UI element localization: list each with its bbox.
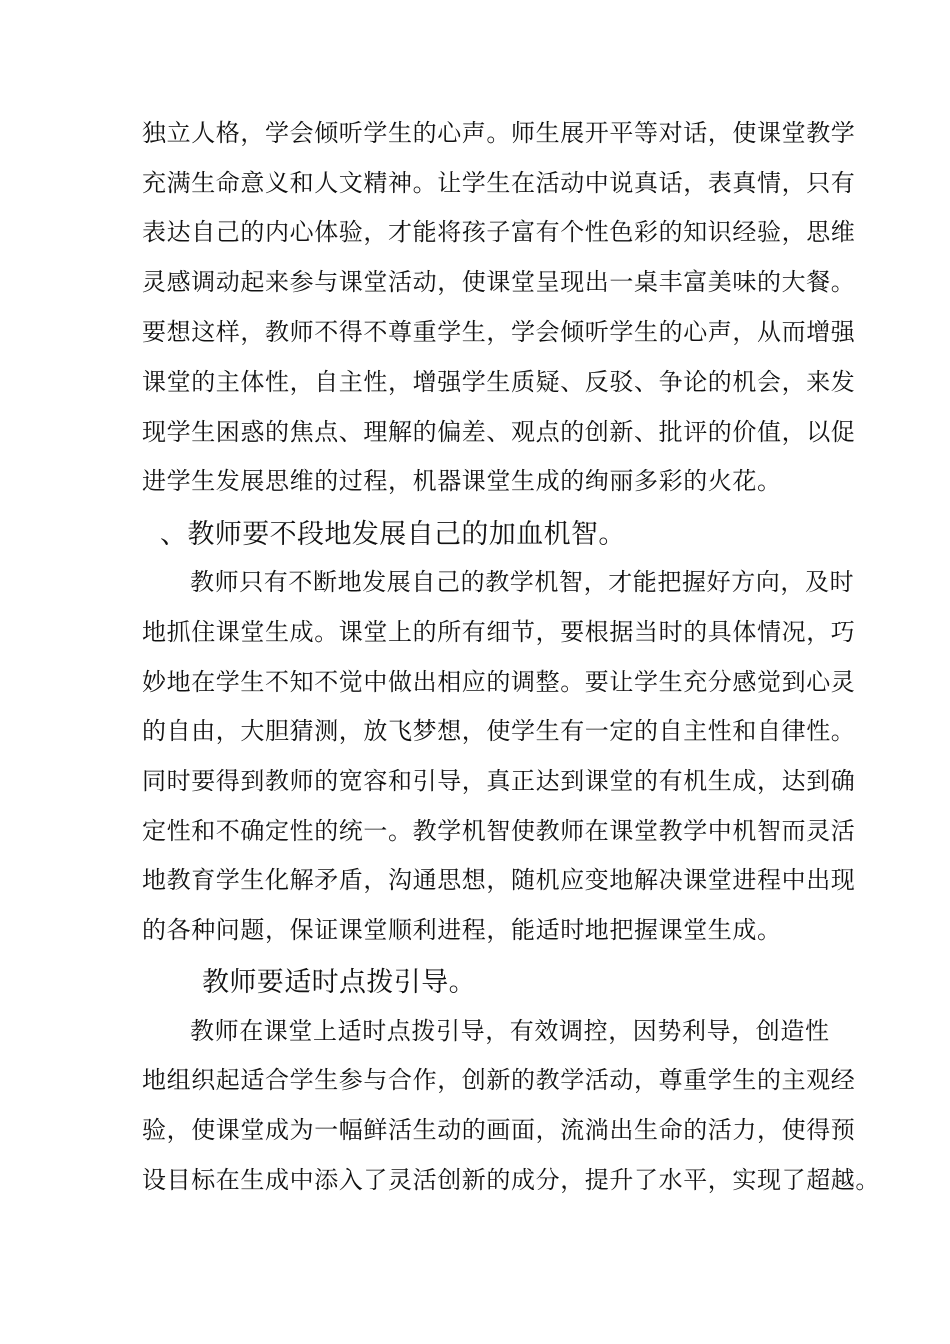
paragraph-2-line-4: 的自由，大胆猜测，放飞梦想，使学生有一定的自主性和自律性。 [142,717,856,745]
paragraph-1-line-8: 进学生发展思维的过程，机器课堂生成的绚丽多彩的火花。 [142,467,782,495]
paragraph-1-line-1: 独立人格，学会倾听学生的心声。师生展开平等对话，使课堂教学 [142,119,856,147]
paragraph-3-line-3: 验，使课堂成为一幅鲜活生动的画面，流淌出生命的活力，使得预 [142,1116,856,1144]
paragraph-1-line-6: 课堂的主体性，自主性，增强学生质疑、反驳、争论的机会，来发 [142,368,856,396]
section-heading-2: 、教师要不段地发展自己的加血机智。 [160,519,626,550]
paragraph-1-line-3: 表达自己的内心体验，才能将孩子富有个性色彩的知识经验，思维 [142,218,856,246]
paragraph-2-line-8: 的各种问题，保证课堂顺利进程，能适时地把握课堂生成。 [142,916,782,944]
paragraph-2-line-1: 教师只有不断地发展自己的教学机智，才能把握好方向，及时 [190,568,855,596]
section-heading-3: 教师要适时点拨引导。 [202,967,476,998]
paragraph-2-line-2: 地抓住课堂生成。课堂上的所有细节，要根据当时的具体情况，巧 [142,618,856,646]
paragraph-2-line-6: 定性和不确定性的统一。教学机智使教师在课堂教学中机智而灵活 [142,817,856,845]
paragraph-2-line-5: 同时要得到教师的宽容和引导，真正达到课堂的有机生成，达到确 [142,767,856,795]
paragraph-2-line-3: 妙地在学生不知不觉中做出相应的调整。要让学生充分感觉到心灵 [142,668,856,696]
paragraph-1-line-4: 灵感调动起来参与课堂活动，使课堂呈现出一桌丰富美味的大餐。 [142,268,856,296]
paragraph-3-line-4: 设目标在生成中添入了灵活创新的成分，提升了水平，实现了超越。 [142,1166,880,1194]
paragraph-1-line-2: 充满生命意义和人文精神。让学生在活动中说真话，表真情，只有 [142,169,856,197]
paragraph-1-line-5: 要想这样，教师不得不尊重学生，学会倾听学生的心声，从而增强 [142,318,856,346]
paragraph-1-line-7: 现学生困惑的焦点、理解的偏差、观点的创新、批评的价值，以促 [142,418,856,446]
paragraph-3-line-2: 地组织起适合学生参与合作，创新的教学活动，尊重学生的主观经 [142,1066,856,1094]
paragraph-3-line-1: 教师在课堂上适时点拨引导，有效调控，因势利导，创造性 [190,1017,830,1045]
paragraph-2-line-7: 地教育学生化解矛盾，沟通思想，随机应变地解决课堂进程中出现 [142,866,856,894]
